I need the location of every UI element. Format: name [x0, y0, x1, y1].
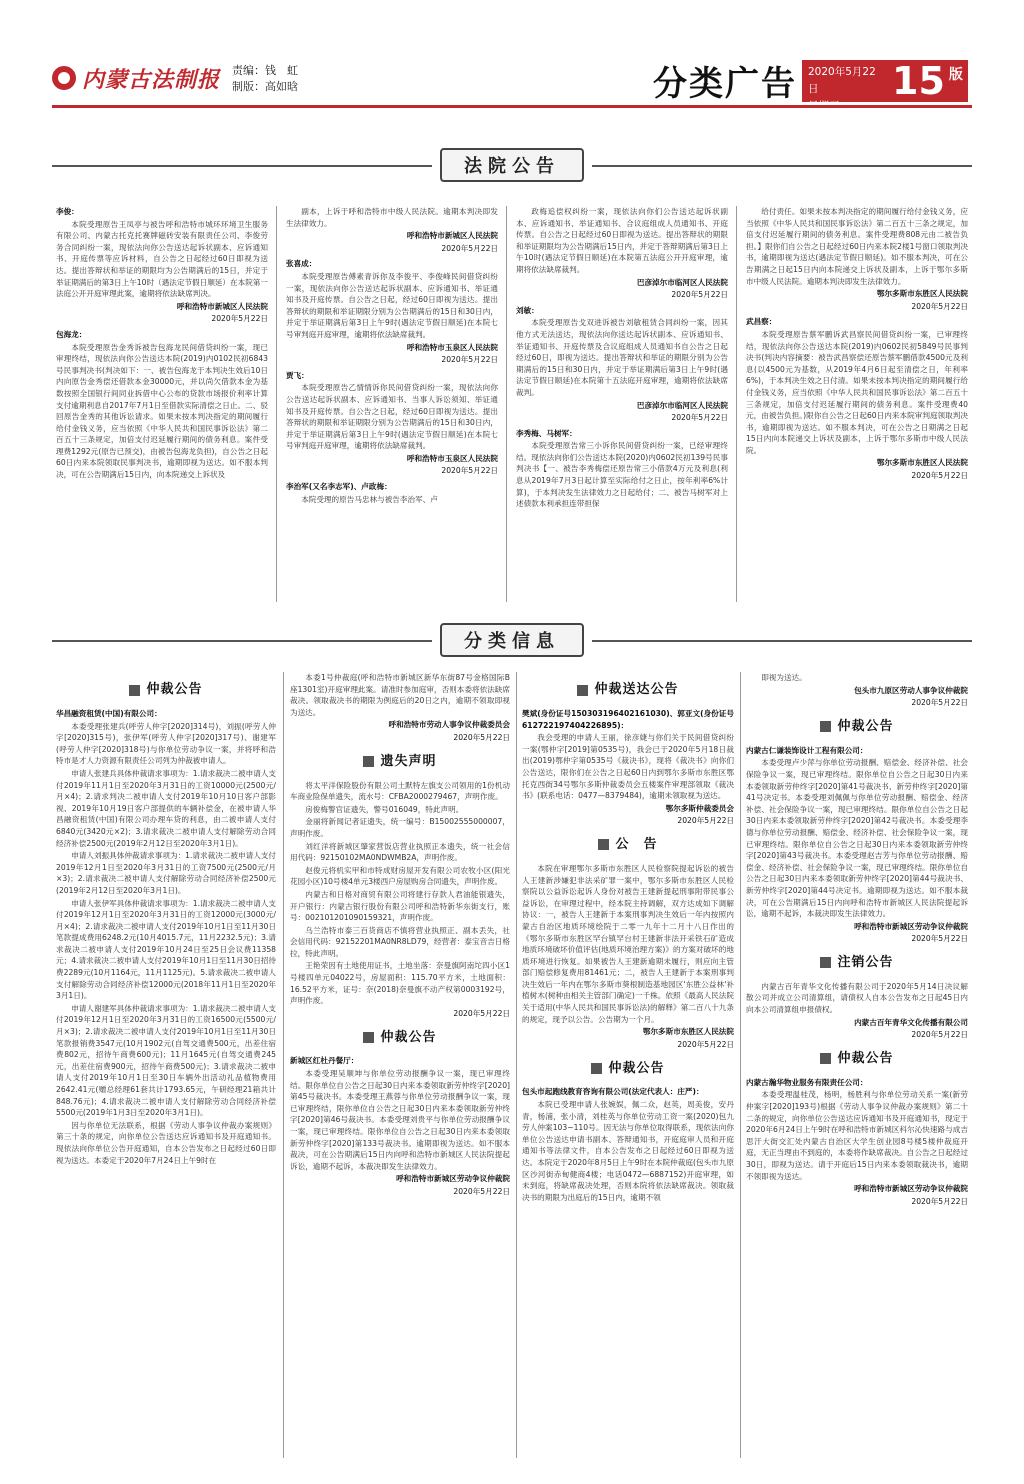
- notice-body: 内蒙古百年青华文化传播有限公司于2020年5月14日决议解散公司并成立公司清算组，请债权人自本公告发布之日起45日内向本公司清算组申报债权。: [746, 981, 968, 1015]
- notice-date: 2020年5月22日: [441, 466, 498, 476]
- notice-date: 2020年5月22日: [441, 355, 498, 365]
- notice-addressee: 包头市起跑线教育咨询有限公司(法定代表人：庄严)：: [522, 1087, 704, 1097]
- notice-addressee: 张喜成：: [286, 259, 317, 269]
- notice-date: 2020年5月22日: [211, 314, 268, 324]
- notice-date: 2020年5月22日: [911, 301, 968, 311]
- notice-date: 2020年5月22日: [911, 471, 968, 481]
- page-number-box: [888, 60, 968, 102]
- notice-body: 本委1号仲裁庭(呼和浩特市新城区新华东街87号金格国际B座1301室)开庭审理此案。请准时参加庭审，否则本委将依法缺席裁决。领取裁决书的期限为例庭后的20日之内，逾期不领取即视为送达。: [290, 673, 510, 717]
- header-rule: [52, 105, 972, 108]
- notice-signature: 呼和浩特市新城区劳动争议仲裁院: [396, 1174, 510, 1184]
- notice-body: 我会受理的申请人王丽，徐彦婕与你们关于民间借贷纠纷一案(鄂仲字[2019]第0535号)，我会已于2020年5月18日裁出(2019)鄂仲字第0535号《裁决书》，现将《裁决书》向你们公告送达，限你们在公告之日起60日内到鄂尔多斯市东胜区鄂托克西街34号鄂尔多斯仲裁委员会五楼案件审理部领取《裁决书》(联系电话：0477—8379484)，逾期未领取视为送达。: [522, 733, 734, 801]
- notice-date: 2020年5月22日: [453, 1186, 510, 1196]
- notice-signature: 巴彦淖尔市临河区人民法院: [636, 400, 728, 410]
- notice-date: 2020年5月22日: [911, 1196, 968, 1206]
- classified-banner: 分类信息: [440, 623, 584, 657]
- notice-addressee: 贾飞：: [286, 370, 309, 380]
- notice-body: 房俊梅警官证遗失，警号016049，特此声明。: [305, 804, 464, 814]
- notice-body: 本院已受理申请人张婉娱，佩二众，赵英，周美俊，安丹青，杨浦，张小清，刘桂英与你单位劳动工资一案(2020)包九劳人仲案103~110号。因无法与你单位取得联系，现依法向你单位公告送达申请书副本、答辩通知书，开庭庭审人员和开庭通知书等法律文件，自本公告发布之日起经过60日即视为送达。本院定于2020年8月5日上午9时在本院仲裁庭(包头市九原区沙河街赤甸健商4楼；电话0472—6887152)开庭审理，如未到庭，将缺席裁决处理，否则本院将依法缺席裁决。领取裁决书的期限为出庭后的15日内，逾期不领: [522, 1100, 734, 1202]
- subsection-title: 公 告: [598, 839, 657, 851]
- notice-body: 本院受理原告蔡军鹏诉武昌察民间借贷纠纷一案，已审理终结，现依法向你公告送达本院(2019)内0602民初5849号民事判决书(判决内容摘要：被告武昌察偿还原告蔡军鹏借款4500元及利息(以4500元为基数，从2019年4月6日起至清偿之日，年利率6%)，于本判决生效之日付清。如果未按本判决指定的期间履行给付金钱义务，应当依照《中华人民共和国民事诉讼法》第二百五十三条规定，加倍支付迟延履行期间的债务利息。案件受理费40元，由被告负担。)限你自公告之日起60日内来本院审判庭领取判决书，逾期即视为送达。如不服本判决，可在公告之日期满之日起15日内向本院递交上诉状及副本，上诉于鄂尔多斯市中级人民法院。: [746, 329, 968, 455]
- notice-date: 2020年5月22日: [677, 1039, 734, 1049]
- subsection-heading: [746, 715, 968, 739]
- notice-signature: 呼和浩特市劳动人事争议仲裁委员会: [388, 720, 510, 730]
- notice-date: 2020年5月22日: [453, 1008, 510, 1018]
- subsection-title: 仲裁公告: [820, 1053, 893, 1065]
- page-suffix: 版: [948, 67, 963, 83]
- court-column-3: [516, 206, 728, 606]
- notice-body: 给付责任。如果未按本判决指定的期间履行给付金钱义务，应当依照《中华人民共和国民事诉讼法》第二百五十三条之规定，加倍支付迟延履行期间的债务利息。案件受理费808元由二被告负担。】限你们自公告之日起经过60日内来本院2楼1号窗口领取判决书，逾期即视为送达(遇法定节假日顺延)。如不服本判决，可在公告期满之日起15日内向本院递交上诉状及副本，上诉于鄂尔多斯市中级人民法院。逾期本判决即发生法律效力。: [746, 207, 968, 286]
- notice-date: 2020年5月22日: [671, 413, 728, 423]
- notice-body: 本院受理原告戈双进诉被告刘敏租赁合同纠纷一案，因其他方式无法送达，现依法向你送达起诉状副本、应诉通知书、举证通知书、开庭传票及合议庭组成人员通知书自公告之日起经过60日，即视为送达。提出答辩状和举证的期限分别为公告期满后的15日和30日内，并定于举证期满后第3日上午9时(遇法定节假日顺延)在本院第十五法庭开庭审理，逾期将依法缺席裁判。: [516, 318, 728, 397]
- notice-addressee: 华昌融资租赁(中国)有限公司：: [56, 709, 162, 718]
- notice-body: 金丽将新闻记者证遗失，统一编号：B15002555000007，声明作废。: [290, 817, 510, 838]
- notice-body: 本委受理吴顺坤与你单位劳动报酬争议一案，现已审理终结。限你单位自公告之日起30日内来本委领取新劳仲终字[2020]第45号裁决书。本委受理王燕蓉与你单位劳动报酬争议一案，现已审理终结，限你单位自公告之日起30日内来本委领取新劳仲终字[2020]第46号裁决书。本委受理刘贵平与你单位劳动报酬争议一案，现已审理终结。限你单位自公告之日起30日内来本委领取新劳仲终字[2020]第133号裁决书。逾期即视为送达。如不服本裁决，可在公告期满后15日内向呼和浩特市新城区人民法院提起诉讼，逾期不起诉，本裁决即发生法律效力。: [290, 1069, 510, 1171]
- notice-signature: 鄂尔多斯市东胜区人民法院: [876, 289, 968, 299]
- notice-signature: 鄂尔多斯市东胜区人民法院: [642, 1027, 734, 1037]
- notice-addressee: 李秀梅、马树军：: [516, 428, 577, 438]
- court-notice-banner: 法院公告: [440, 148, 584, 182]
- banner-line-left: [52, 640, 432, 642]
- notice-body: 申请人刘振具体仲裁请求事项为：1.请求裁决二被申请人支付2019年12月1日至2020年3月31日的工资7500元(2500元/月×3)；2.请求裁决二被申请人支付解除劳动合同经济补偿2500元(2019年2月12日至2020年3月1日)。: [56, 851, 276, 895]
- column-divider: [276, 206, 277, 602]
- banner-line-right: [592, 640, 972, 642]
- classified-column-4: [746, 672, 968, 1462]
- notice-body: 乌兰浩特市泰三百货商店不慎将营业执照正、副本丢失，社会信用代码：92152201MA0NR8LD79，经营者：泰宝音吉日格拉，特此声明。: [290, 925, 510, 958]
- subsection-title: 仲裁公告: [363, 1032, 436, 1044]
- notice-body: 本委受理温桂茂，杨明，杨胜利与你单位劳动关系一案(新劳仲案字[2020]193号)根据《劳动人事争议仲裁办案规则》第二十二条的规定，向你单位公告送达应诉通知书及开庭通知书，现定于2020年6月24日上午9时在呼和浩特市新城区科尔沁快速路与成吉思汗大街交汇处内蒙古自治区大学生创业园8号楼5楼仲裁庭开庭，无正当理由不到庭的，本委将作缺席裁决。自公告之日起经过30日，即视为送达。请于开庭后15日内来本委领取裁决书，逾期不领即视为送达。: [746, 1090, 968, 1181]
- classified-column-3: [522, 672, 734, 1462]
- subsection-heading: [746, 1047, 968, 1071]
- notice-addressee: 包海龙：: [56, 329, 87, 339]
- notice-body: 本院受理原告乙情情诉你民间借贷纠纷一案，现依法向你公告送达起诉状副本、应诉通知书、当事人诉讼须知、举证通知书及开庭传票。自公告之日起，经过60日即视为送达。提出答辩状的期限和举证期限分别为公告期满后的15日和30日内，并定于举证期满后第3日上午9时(遇法定节假日顺延)在本院七号审判庭开庭审理，逾期将依法缺席裁判。: [286, 383, 498, 451]
- classified-column-1: [56, 672, 276, 1462]
- notice-body: 申请人张伊军具体仲裁请求事项为：1.请求裁决二被申请人支付2019年12月1日至2020年3月31日的工资12000元(3000元/月×4)；2.请求裁决二被申请人支付2019年10月1日至11月30日笔款提成费用6248.2元(10月4015.7元，11月2232.5元)；3.请求裁决二被申请人支付2019年10月24日至25日会议费11358元；4.请求裁决二被申请人支付2019年10月1日至11月30日招待费2289元(10月1164元，11月1125元)。5.请求裁决二被申请人支付解除劳动合同经济补偿12000元(2018年11月1日至2020年3月1日)。: [56, 898, 276, 1001]
- notice-signature: 鄂尔多斯市东胜区人民法院: [876, 458, 968, 468]
- classified-column-2: [290, 672, 510, 1462]
- notice-date: 2020年5月22日: [677, 816, 734, 826]
- subsection-heading: [522, 678, 734, 702]
- notice-signature: 鄂尔多斯仲裁委员会: [665, 803, 734, 813]
- notice-signature: 呼和浩特市玉泉区人民法院: [406, 453, 498, 463]
- logo-emblem-icon: [52, 66, 76, 90]
- layout-line: 制版：高如晗: [232, 80, 298, 93]
- editor-credits: [232, 63, 298, 95]
- notice-body: 本委受理张建兵(呼劳人仲字[2020]314号)，刘振(呼劳人仲字[2020]315号)，张伊军(呼劳人仲字[2020]317号)、谢建军(呼劳人仲字[2020]318号)与你单位劳动争议一案，并将呼和浩特市是才人力资源有限责任公司列为仲裁被申请人。: [56, 721, 276, 766]
- notice-addressee: 武昌察：: [746, 317, 777, 327]
- banner-line-right: [592, 165, 972, 167]
- notice-addressee: 樊斌(身份证号150303196402161030)、郭亚文(身份证号612722197404226895)：: [522, 709, 734, 730]
- notice-date: 2020年5月22日: [911, 934, 968, 944]
- notice-body: 即视为送达。: [761, 673, 807, 682]
- editor-line: 责编：钱 虹: [232, 64, 298, 77]
- column-divider: [736, 206, 737, 602]
- newspaper-logo: [52, 58, 222, 98]
- subsection-title: 仲裁公告: [591, 1063, 664, 1075]
- notice-addressee: 李治军(又名李志军)、卢政梅：: [286, 482, 392, 492]
- notice-body: 内蒙古和日格对商贸有限公司将建行存款人君油能银遗失，开户银行：内蒙古银行股份有限公司呼和浩特新华东街支行，账号：002101201090159321，声明作废。: [290, 889, 510, 923]
- notice-body: 赵俊元将机实甲和市特成财房屋开发有限公司农牧小区(阳光花园小区)10号楼4单元3楼西户房屋购房合同遗失，声明作废。: [290, 865, 510, 887]
- subsection-title: 仲裁送达公告: [577, 684, 678, 696]
- subsection-title: 仲裁公告: [820, 721, 893, 733]
- notice-body: 本院在审理鄂尔多斯市东胜区人民检察院提起诉讼的被告人王建新涉嫌犯非法采矿罪一案中，鄂尔多斯市东胜区人民检察院以公益诉讼起诉人身份对被告王建新提起刑事附带民事公益诉讼，在审理过程中，经本院主持调解，双方达成如下调解协议：一，被告人王建新于本案刑事判决生效后一年内按照内蒙古自治区地质环境绘院于二零一九年十二月十八日作出的《鄂尔多斯市东胜区罕台镇罕台村王建新非法开采铁石矿造成地质环境破坏价值评估(地质环境治理方案)》的方案对破坏的地质环境进行恢复。如果被告人王建新逾期未履行，则应向主管部门赔偿修复费用81461元；二，被告人王建新于本案刑事判决生效后一年内在鄂尔多斯市葵根制造基地园区'东胜公益林'补植树木(树种由相关主管部门确定)一千株。依照《最高人民法院关于适用(中华人民共和国民事诉讼法)的解释》第二百八十九条的规定，现予以公告。公告期为一个月。: [522, 863, 734, 1024]
- notice-body: 本院受理原告常三小诉你民间借贷纠纷一案，已经审理终结。现依法向你们公告送达本院(2020)内0602民初139号民事判决书【一、被告李秀梅偿还原告常三小借款4万元及利息(利息从2019年7月3日起计算至实际给付之日止，按年利率6%计算)，于本判决发生法律效力之日起给付；二、被告马树军对上述债款本利承担连带担保: [516, 441, 728, 509]
- notice-body: 副本，上诉于呼和浩特市中级人民法院。逾期本判决即发生法律效力。: [286, 207, 498, 228]
- notice-body: 政梅追偿权纠纷一案，现依法向你们公告送达起诉状副本、应诉通知书、举证通知书、合议庭组成人员通知书、开庭传票。自公告之日起经过60日即视为送达。提出答辩状的期限和举证期限均为公告期满后15日内，并定于答辩期满后第3日上午10时(遇法定节假日顺延)在本院第五法庭公开开庭审理，逾期将依法缺席裁判。: [516, 207, 728, 274]
- notice-body: 本委受理卢少萍与你单位劳动报酬、赔偿金、经济补偿、社会保险争议一案，现已审理终结。限你单位自公告之日起30日内来本委领取新劳仲终字[2020]第41号裁决书、新劳仲终字[2020]第41号决定书。本委受理刘佩佩与你单位劳动报酬、赔偿金、经济补偿、社会保险争议一案，现已审理终结。限你单位自公告之日起30日内来本委领取新劳仲终字[2020]第42号裁决书。本委受理李德与你单位劳动报酬、赔偿金、经济补偿、社会保险争议一案，现已审理终结。限你单位自公告之日起30日内来本委领取新劳仲终字[2020]第43号裁决书。本委受理赵吉芳与你单位劳动报酬、赔偿金、经济补偿、社会保险争议一案，现已审理终结。限你单位自公告之日起30日内来本委领取新劳仲终字[2020]第44号裁决书、新劳仲终字[2020]第44号决定书。逾期即视为送达。如不服本裁决，可在公告期满后15日内向呼和浩特市新城区人民法院提起诉讼，逾期不起诉，本裁决即发生法律效力。: [746, 758, 968, 919]
- notice-date: 2020年5月22日: [671, 290, 728, 300]
- notice-date: 2020年5月22日: [911, 1030, 968, 1040]
- court-column-4: [746, 206, 968, 606]
- notice-signature: 呼和浩特市新城区劳动争议仲裁院: [854, 921, 968, 931]
- subsection-title: 仲裁公告: [129, 684, 202, 696]
- notice-body: 本院受理原告王凤亭与被告呼和浩特市城环环境卫生服务有限公司、内蒙古托克托赛牌磁砖安装有限责任公司、李俊劳务合同纠纷一案，现依法向你公告送达起诉状副本、应诉通知书、开庭传票等应诉材料，自公告之日起经过60日即视为送达。提出答辩状和举证的期限均为公告期满后的15日，并定于举证期满后的第3日上午10时（遇法定节假日顺延）在本院第一法庭公开开庭审理此案，逾期将依法缺席判决。: [56, 219, 268, 299]
- notice-signature: 巴彦淖尔市临河区人民法院: [636, 277, 728, 287]
- notice-body: 刘红洋将新城区肇家营饭店营业执照正本遗失，统一社会信用代码：92150102MA0NDWMB2A，声明作废。: [290, 841, 510, 863]
- notice-signature: 呼和浩特市新城区劳动争议仲裁院: [854, 1184, 968, 1194]
- notice-addressee: 刘敏：: [516, 305, 539, 315]
- subsection-heading: [522, 833, 734, 857]
- notice-addressee: 内蒙古瀚华物业服务有限责任公司：: [746, 1077, 868, 1087]
- subsection-heading: [290, 750, 510, 774]
- subsection-title: 遗失声明: [363, 756, 436, 768]
- banner-line-left: [52, 165, 432, 167]
- notice-body: 申请人谢建军具体仲裁请求事项为：1.请求裁决二被申请人支付2019年12月1日至2020年3月31日的工资16500元(5500元/月×3)；2.请求裁决二被申请人支付2019年10月1日至11月30日笔款报销费3547元(10月1902元(自驾交通费500元，出差住宿费802元，招待午商费600元)；11月1645元(自驾交通费245元，出差住宿费900元，招待午商费500元)；3.请求裁决二被申请人支付2019年10月1日至30日车辆外出活动礼品植物费用2642.41元(赠总经理61套共计1793.65元，午研经理21箱共计848.76元)；4.请求裁决二被申请人支付解除劳动合同经济补偿5500元(2019年1月3日至2020年3月1日)。: [56, 1003, 276, 1118]
- notice-date: 2020年5月22日: [453, 732, 510, 742]
- subsection-heading: [56, 678, 276, 702]
- column-divider: [506, 206, 507, 602]
- notice-signature: 呼和浩特市新城区人民法院: [176, 301, 268, 311]
- notice-body: 本院受理的原告马忠林与被告李治军、卢: [301, 494, 438, 504]
- logo-text: 内蒙古法制报: [82, 66, 221, 93]
- notice-signature: 呼和浩特市玉泉区人民法院: [406, 342, 498, 352]
- notice-signature: 包头市九原区劳动人事争议仲裁院: [854, 685, 968, 695]
- notice-addressee: 李俊：: [56, 207, 79, 216]
- subsection-heading: [522, 1056, 734, 1080]
- notice-body: 将太平洋保险股份有限公司土默特左旗支公司领用的1份机动车商业险保单遗失，流水号：CFBA2000279467，声明作废。: [290, 780, 510, 802]
- court-column-2: [286, 206, 498, 606]
- notice-body: 因与你单位无法联系，根据《劳动人事争议仲裁办案规则》第三十条的规定，向你单位公告送达应诉通知书及开庭通知书。现依法向你单位公告开庭通知，自本公告发布之日起经过60日即视为送达。本委定于2020年7月24日上午9时在: [56, 1120, 276, 1165]
- column-divider: [283, 672, 284, 1458]
- issue-date: 2020年5月22日: [808, 66, 876, 95]
- section-title: 分类广告: [653, 64, 797, 104]
- notice-addressee: 内蒙古仁谦装饰设计工程有限公司：: [746, 745, 868, 755]
- subsection-heading: [746, 951, 968, 975]
- subsection-heading: [290, 1025, 510, 1049]
- court-column-1: [56, 206, 268, 606]
- notice-date: 2020年5月22日: [911, 698, 968, 708]
- notice-body: 本院受理原告傅素青诉你及李俊平、李俊峰民间借贷纠纷一案，现依法向你公告送达起诉状副本、应诉通知书、举证通知书及开庭传票。自公告之日起，经过60日即视为送达。提出答辩状的期限和举证期限分别为公告期满后的15日和30日内，并定于举证期满后第3日上午9时(遇法定节假日顺延)在本院七号审判庭开庭审理，逾期将依法缺席裁判。: [286, 271, 498, 339]
- notice-date: 2020年5月22日: [441, 243, 498, 253]
- notice-body: 申请人张建兵具体仲裁请求事项为：1.请求裁决二被申请人支付2019年11月1日至2020年3月31日的工资10000元(2500元/月×4)；2.请求判决二被申请人支付2019年10月10日客户部影视、2019年10月19日客户部提供的车辆补偿金，在被申请人华昌融资租赁(中国)有限公司办理车贷的利息，由二被申请人支付6840元(3420元×2)；3.请求裁决二被申请人支付解除劳动合同经济补偿2500元(2019年2月12日至2020年3月1日)。: [56, 768, 276, 848]
- notice-addressee: 新城区红杜丹餐厅：: [290, 1056, 359, 1066]
- notice-signature: 内蒙古百年青华文化传播有限公司: [854, 1017, 968, 1027]
- notice-body: 本院受理原告金秀诉被告包海龙民间借贷纠纷一案，现已审理终结，现依法向你公告送达本院(2019)内0102民初6843号民事判决书(判决如下：一、被告包海龙于本判决生效后10日内向原告金秀偿还借款本金30000元，并以尚欠借款本金为基数按照全国银行间同业拆借中心公布的贷款市场报价利率计算支付逾期利息自2017年7月1日至借款实际清偿之日止。二、驳回原告金秀的其他诉讼请求。如果未按本判决指定的期间履行给付金钱义务，应当依照《中华人民共和国民事诉讼法》第二百五十三条规定，加倍支付迟延履行期间的债务利息。案件受理费1292元(原告已预交)，由被告包海龙负担)，自公告之日起60日内来本院领取民事判决书，逾期即视为送达。如不服本判决，可在公告期满后15日内，向本院递交上诉状及: [56, 342, 268, 480]
- column-divider: [516, 672, 517, 1458]
- notice-signature: 呼和浩特市新城区人民法院: [406, 231, 498, 241]
- date-box: [802, 60, 888, 102]
- column-divider: [740, 672, 741, 1458]
- notice-body: 王艳荣因有土地使用证书，土地坐落：奈曼旗阿南坨四小区1号楼四单元04022号，房屋面积：115.70平方米，土地面积：16.52平方米，证号：奈(2018)奈曼旗不动产权第0003192号，声明作废。: [290, 961, 510, 1006]
- subsection-title: 注销公告: [820, 957, 893, 969]
- page-number: 15: [892, 59, 945, 103]
